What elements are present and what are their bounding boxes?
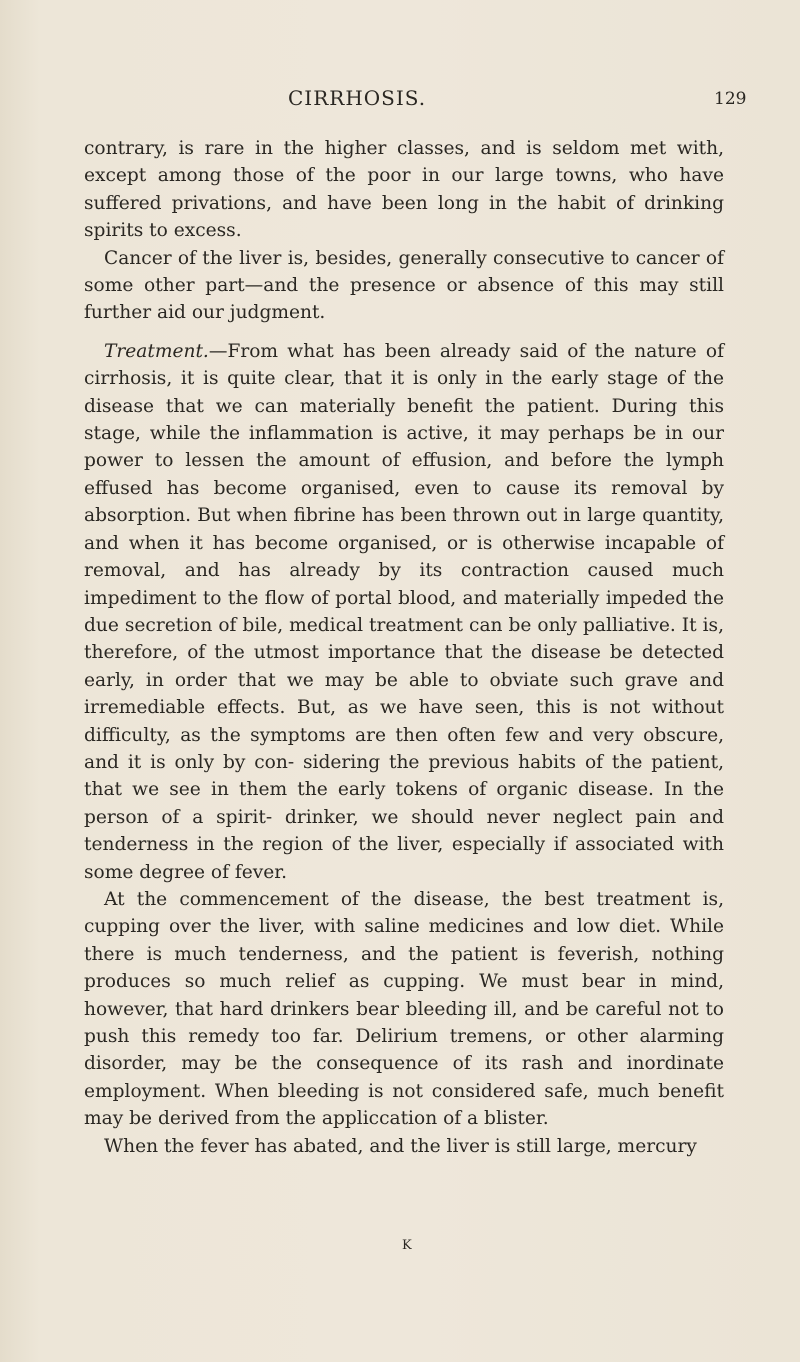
paragraph-3-text: —From what has been already said of the nature of cirrhosis, it is quite clear, that it is only in the early stage of the disease that we can materially benefit the patient. During this stage, while the inflammation is active, it may perhaps be in our power to lessen the amount of effusion, and before the lymph effused has become organised, even to cause its removal by absorption. But when fibrine has been thrown out in large quantity, and when it has become organised, or is otherwise incapable of removal, and has already by its contraction caused much impediment to the flow of portal blood, and materially impeded the due secretion of bile, medical treatment can be only palliative. It is, therefore, of the utmost importance that the disease be detected early, in order that we may be able to obviate such grave and irremediable effects. But, as we have seen, this is not without difficulty, as the symptoms are then often few and very obscure, and it is only by con- sidering the previous habits of the patient, that we see in them the early tokens of organic disease. In the person of a spirit- drinker, we should never neglect pain and tenderness in the region of the liver, especially if associated with some degree of fever. [84, 340, 724, 883]
paragraph-4 [84, 886, 724, 1133]
paragraph-1 [84, 135, 724, 245]
paragraph-4-text: At the commencement of the disease, the best treatment is, cupping over the liver, with saline medicines and low diet. While there is much tenderness, and the patient is feverish, nothing produces so much relief as cupping. We must bear in mind, however, that hard drinkers bear bleeding ill, and be careful not to push this remedy too far. Delirium tremens, or other alarming disorder, may be the consequence of its rash and inordinate employment. When bleeding is not considered safe, much benefit may be derived from the appliccation of a blister. [84, 888, 724, 1130]
body-text [84, 135, 724, 1160]
paragraph-5 [84, 1133, 724, 1160]
paragraph-1-text: contrary, is rare in the higher classes, and is seldom met with, except among those of the poor in our large towns, who have suffered privations, and have been long in the habit of drinking spirits to excess. [84, 138, 724, 242]
page-header [0, 86, 800, 116]
running-title: CIRRHOSIS. [288, 86, 427, 110]
treatment-heading: Treatment. [104, 340, 209, 362]
paragraph-3 [84, 338, 724, 886]
page-number: 129 [714, 89, 747, 109]
signature-mark: K [402, 1238, 412, 1253]
paragraph-5-text: When the fever has abated, and the liver is still large, mercury [104, 1135, 697, 1157]
paragraph-2 [84, 245, 724, 327]
paragraph-2-text: Cancer of the liver is, besides, generally consecutive to cancer of some other part—and the presence or absence of this may still further aid our judgment. [84, 247, 724, 324]
